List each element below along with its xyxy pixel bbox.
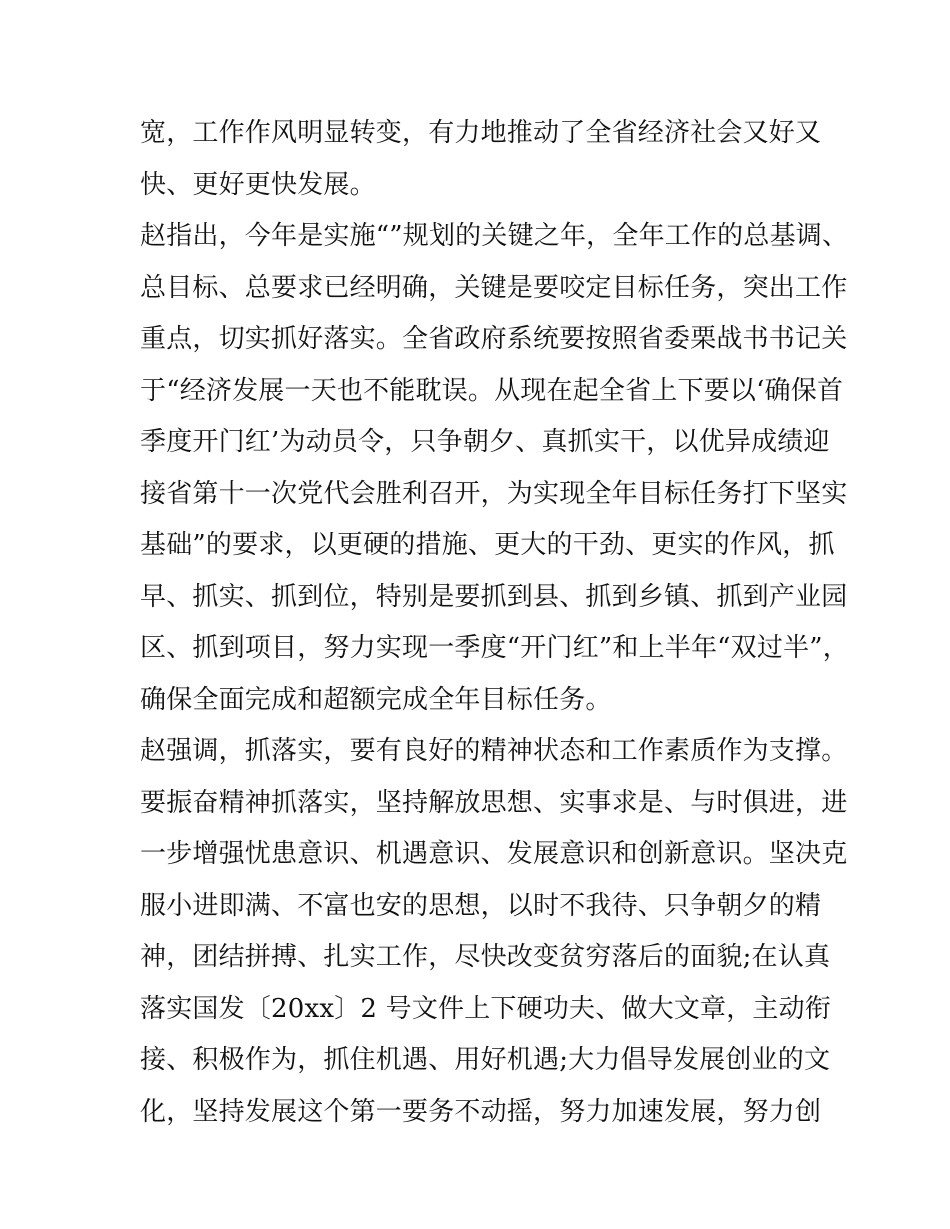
text-line: 确保全面完成和超额完成全年目标任务。 bbox=[140, 684, 612, 715]
text-line: 服小进即满、不富也安的思想，以时不我待、只争朝夕的精 bbox=[140, 890, 822, 921]
text-line: 接、积极作为，抓住机遇、用好机遇;大力倡导发展创业的文 bbox=[140, 1045, 831, 1075]
text-line: 要振奋精神抓落实，坚持解放思想、实事求是、与时俱进，进 bbox=[140, 787, 848, 818]
text-line: 神，团结拼搏、扎实工作，尽快改变贫穷落后的面貌;在认真 bbox=[140, 942, 831, 972]
text-line: 重点，切实抓好落实。全省政府系统要按照省委栗战书书记关 bbox=[140, 324, 848, 354]
text-line: 宽，工作作风明显转变，有力地推动了全省经济社会又好又 bbox=[140, 118, 822, 148]
text-line: 区、抓到项目，努力实现一季度“开门红”和上半年“双过半”， bbox=[140, 633, 849, 663]
text-line: 一步增强忧患意识、机遇意识、发展意识和创新意识。坚决克 bbox=[140, 839, 848, 869]
text-line: 早、抓实、抓到位，特别是要抓到县、抓到乡镇、抓到产业园 bbox=[140, 581, 848, 612]
text-line: 接省第十一次党代会胜利召开，为实现全年目标任务打下坚实 bbox=[140, 478, 848, 509]
text-line: 化，坚持发展这个第一要务不动摇，努力加速发展，努力创 bbox=[140, 1096, 822, 1127]
text-line: 赵强调，抓落实，要有良好的精神状态和工作素质作为支撑。 bbox=[140, 736, 848, 766]
text-line: 快、更好更快发展。 bbox=[140, 169, 376, 200]
text-line: 总目标、总要求已经明确，关键是要咬定目标任务，突出工作 bbox=[140, 272, 848, 303]
text-line: 于“经济发展一天也不能耽误。从现在起全省上下要以‘确保首 bbox=[140, 375, 844, 406]
document-body bbox=[140, 108, 849, 1138]
text-line: 赵指出，今年是实施“”规划的关键之年，全年工作的总基调、 bbox=[140, 221, 849, 251]
text-line: 落实国发〔20xx〕2 号文件上下硬功夫、做大文章，主动衔 bbox=[140, 993, 832, 1024]
text-line: 季度开门红’为动员令，只争朝夕、真抓实干，以优异成绩迎 bbox=[140, 427, 830, 457]
text-line: 基础”的要求，以更硬的措施、更大的干劲、更实的作风，抓 bbox=[140, 530, 835, 560]
